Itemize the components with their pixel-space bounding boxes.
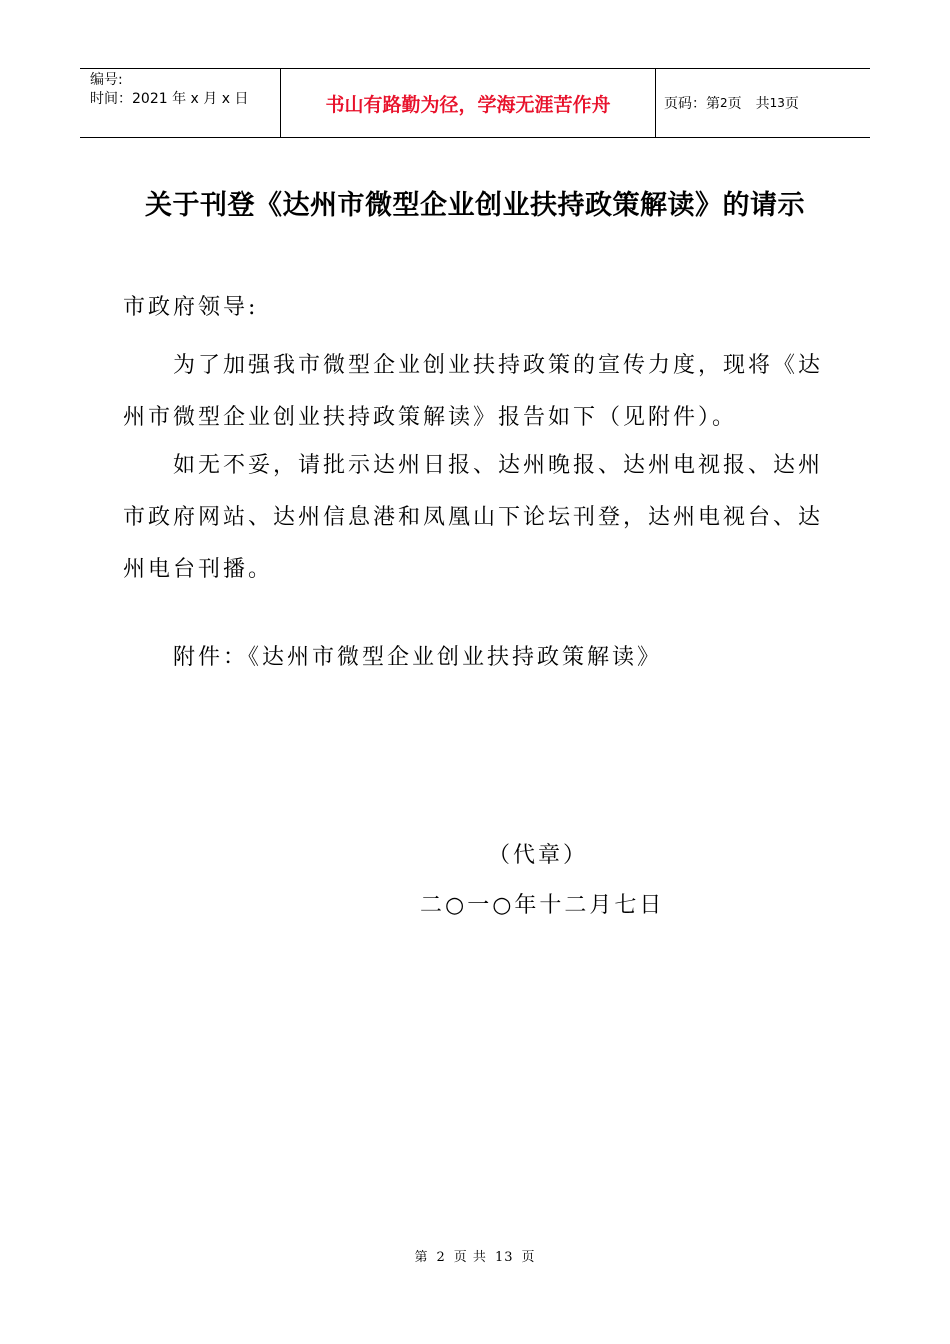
footer-prefix: 第	[414, 1250, 429, 1265]
attachment-line: 附件：《达州市微型企业创业扶持政策解读》	[173, 645, 663, 670]
header-time-label: 时间：2021 年 x 月 x 日	[90, 91, 249, 107]
header-page-current: 2	[720, 96, 728, 110]
header-page-end: 页	[784, 96, 799, 112]
footer-middle: 页 共	[453, 1250, 487, 1265]
header-meta-cell	[80, 69, 281, 137]
header-page-label: 页码：第	[664, 96, 720, 112]
paragraph-1: 为了加强我市微型企业创业扶持政策的宣传力度，现将《达州市微型企业创业扶持政策解读》报告如下（见附件）。	[123, 353, 824, 430]
header-page-total: 13	[769, 96, 785, 110]
document-date: 二○一○年十二月七日	[420, 893, 665, 918]
header-page-mid: 页 共	[727, 96, 770, 112]
header-page-cell	[656, 69, 870, 137]
footer-current: 2	[436, 1250, 446, 1265]
footer-total: 13	[494, 1250, 514, 1265]
header-motto-cell	[281, 69, 656, 137]
footer-suffix: 页	[521, 1250, 536, 1265]
document-title: 关于刊登《达州市微型企业创业扶持政策解读》的请示	[145, 190, 805, 221]
header-number-label: 编号:	[90, 72, 123, 88]
header-motto: 书山有路勤为径，学海无涯苦作舟	[325, 93, 611, 116]
salutation: 市政府领导:	[123, 295, 259, 320]
stamp-note: （代章）	[488, 843, 589, 868]
paragraph-2: 如无不妥，请批示达州日报、达州晚报、达州电视报、达州市政府网站、达州信息港和凤凰山下论坛刊登，达州电视台、达州电台刊播。	[123, 453, 824, 582]
page-footer	[0, 1246, 950, 1265]
document-header	[80, 68, 870, 138]
